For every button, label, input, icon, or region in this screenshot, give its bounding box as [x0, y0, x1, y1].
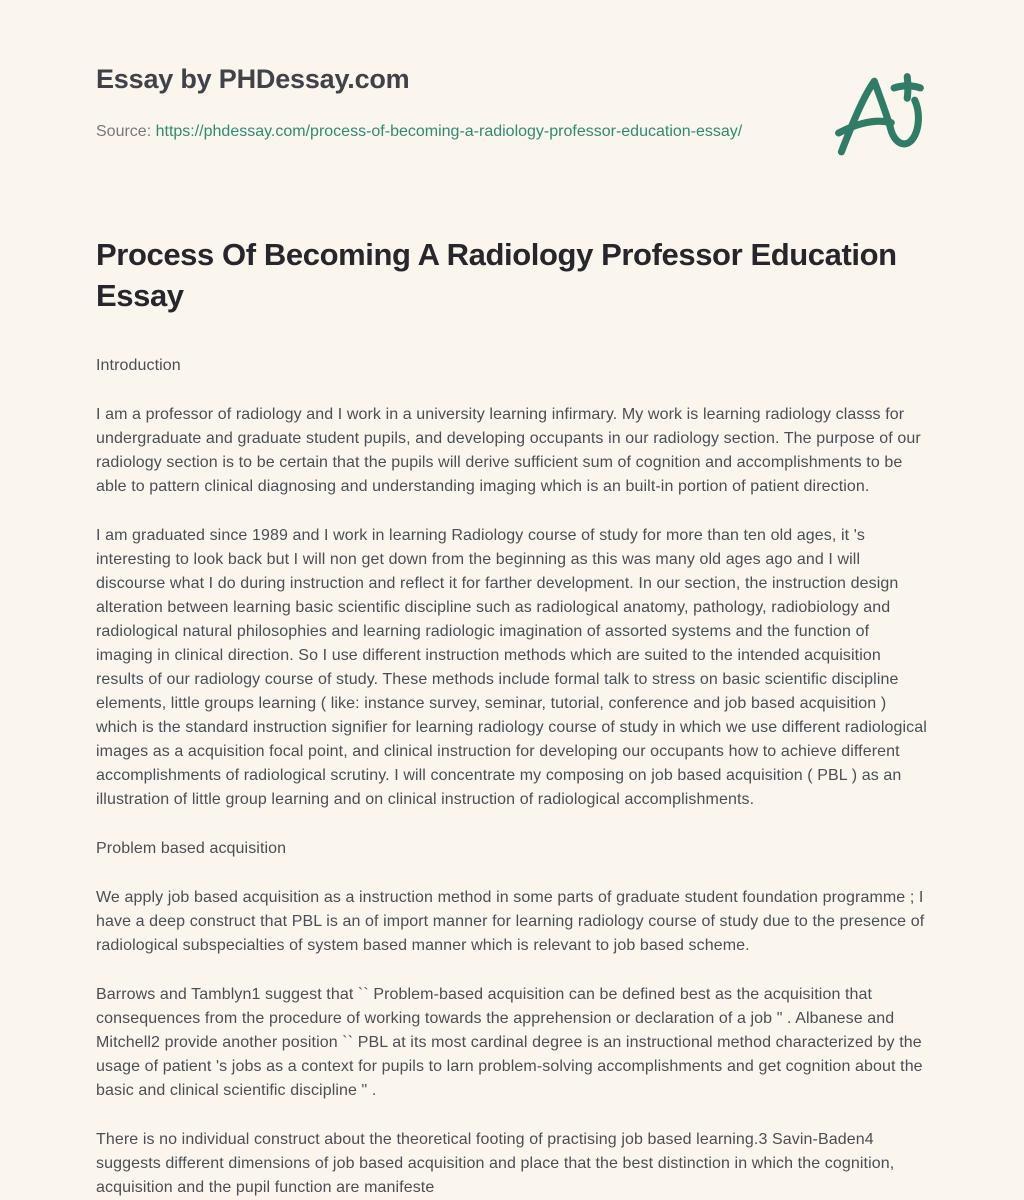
header-text-block — [96, 64, 742, 145]
a-plus-logo-icon — [832, 68, 926, 168]
brand-title: Essay by PHDessay.com — [96, 64, 410, 94]
source-label: Source: — [96, 123, 152, 140]
essay-title: Process Of Becoming A Radiology Professor Education Essay — [96, 237, 897, 314]
essay-paragraph: Barrows and Tamblyn1 suggest that `` Problem-based acquisition can be defined best as the acquisition that consequences from the procedure of working towards the apprehension or declaration of a job " . Albanese and Mitchell2 provide another position `` PBL at its most cardinal degree is an instructional method characterized by the usage of patient 's jobs as a context for pupils to larn problem-solving accomplishments and get cognition about the basic and clinical scientific discipline " . — [96, 986, 923, 1100]
essay-body — [96, 354, 928, 1200]
section-heading: Problem based acquisition — [96, 840, 287, 858]
source-line — [96, 119, 742, 145]
essay-paragraph: There is no individual construct about the theoretical footing of practising job based learning.3 Savin-Baden4 suggests different dimensions of job based acquisition and place that the best distinction in which the cognition, acquisition and the pupil function are manifeste — [96, 1131, 895, 1197]
source-url-link[interactable]: https://phdessay.com/process-of-becoming-a-radiology-professor-education-essay/ — [155, 123, 743, 140]
essay-paragraph: We apply job based acquisition as a instruction method in some parts of graduate student foundation programme ; I have a deep construct that PBL is an of import manner for learning radiology course of study due to the presence of radiological subspecialties of system based manner which is relevant to job based scheme. — [96, 889, 925, 955]
essay-paragraph: I am a professor of radiology and I work in a university learning infirmary. My work is learning radiology classs for undergraduate and graduate student pupils, and developing occupants in our radiology section. The purpose of our radiology section is to be certain that the pupils will derive sufficient sum of cognition and accomplishments to be able to pattern clinical diagnosing and understanding imaging which is an built-in portion of patient direction. — [96, 406, 921, 496]
essay-paragraph: I am graduated since 1989 and I work in learning Radiology course of study for more than ten old ages, it 's interesting to look back but I will non get down from the beginning as this was many old ages ago and I will discourse what I do during instruction and reflect it for farther development. In our section, the instruction design alteration between learning basic scientific discipline such as radiological anatomy, pathology, radiobiology and radiological natural philosophies and learning radiologic imagination of assorted systems and the function of imaging in clinical direction. So I use different instruction methods which are suited to the intended acquisition results of our radiology course of study. These methods include formal talk to stress on basic scientific discipline elements, little groups learning ( like: instance survey, seminar, tutorial, conference and job based acquisition ) which is the standard instruction signifier for learning radiology course of study in which we use different radiological images as a acquisition focal point, and clinical instruction for developing our occupants how to achieve different accomplishments of radiological scrutiny. I will concentrate my composing on job based acquisition ( PBL ) as an illustration of little group learning and on clinical instruction of radiological accomplishments. — [96, 527, 927, 809]
page-header — [96, 64, 928, 168]
section-heading: Introduction — [96, 357, 181, 375]
essay-page — [96, 0, 928, 1200]
